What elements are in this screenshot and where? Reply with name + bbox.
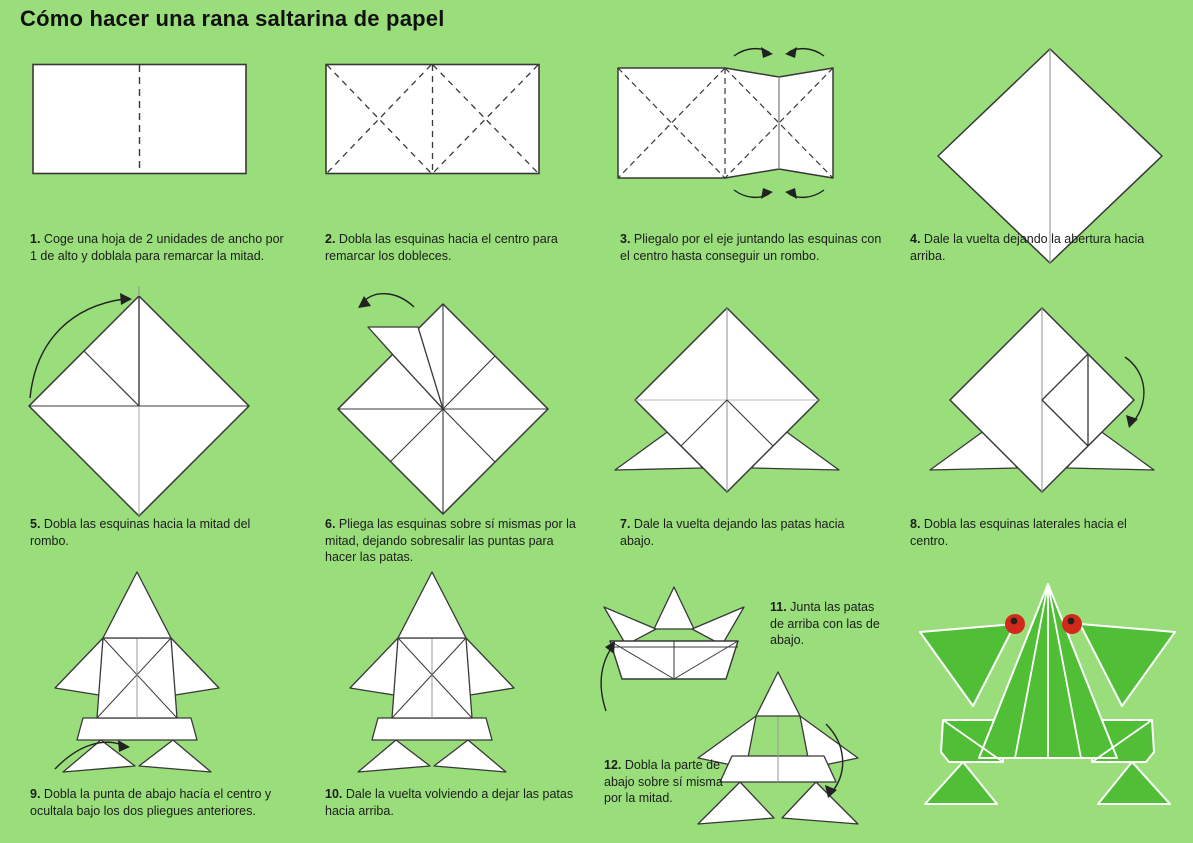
page-title: Cómo hacer una rana saltarina de papel bbox=[20, 6, 445, 31]
step-3-text: Pliegalo por el eje juntando las esquinas con el centro hasta conseguir un rombo. bbox=[620, 232, 882, 263]
step-7-text: Dale la vuelta dejando las patas hacia abajo. bbox=[620, 517, 845, 548]
step-4-caption bbox=[910, 231, 1168, 264]
step-10-caption bbox=[325, 786, 577, 819]
head bbox=[398, 572, 466, 638]
head bbox=[756, 672, 800, 716]
step-2-number: 2. bbox=[325, 232, 336, 246]
step-9-caption bbox=[30, 786, 298, 819]
frog-right-arm bbox=[1080, 624, 1175, 706]
step-7-caption bbox=[620, 516, 878, 549]
right-arm bbox=[169, 638, 219, 696]
step-2-diagram bbox=[325, 63, 540, 175]
right-wing bbox=[692, 607, 744, 645]
step-1-caption bbox=[30, 231, 288, 264]
finished-frog-figure bbox=[915, 580, 1190, 835]
step-12-number: 12. bbox=[604, 758, 622, 772]
step-5-text: Dobla las esquinas hacia la mitad del rombo. bbox=[30, 517, 251, 548]
step-9-text: Dobla la punta de abajo hacía el centro y ocultala bajo los dos pliegues anteriores. bbox=[30, 787, 272, 818]
step-8-diagram bbox=[922, 300, 1172, 505]
step-3-caption bbox=[620, 231, 882, 264]
step-5-diagram bbox=[16, 286, 261, 521]
step-9-diagram bbox=[25, 566, 250, 786]
step-10-number: 10. bbox=[325, 787, 343, 801]
right-leg bbox=[782, 782, 858, 824]
left-wing bbox=[604, 607, 656, 645]
frog-left-foot bbox=[925, 762, 997, 804]
fold-arrowhead bbox=[120, 293, 132, 305]
frog-left-pupil bbox=[1011, 618, 1018, 625]
step-2-text: Dobla las esquinas hacia el centro para remarcar los dobleces. bbox=[325, 232, 558, 263]
step-4-number: 4. bbox=[910, 232, 921, 246]
right-foot bbox=[434, 740, 506, 772]
hip-band bbox=[77, 718, 197, 740]
step-9-number: 9. bbox=[30, 787, 41, 801]
step-8-caption bbox=[910, 516, 1168, 549]
head bbox=[654, 587, 694, 629]
step-1-number: 1. bbox=[30, 232, 41, 246]
step-6-diagram bbox=[318, 287, 558, 517]
step-6-number: 6. bbox=[325, 517, 336, 531]
left-foot bbox=[358, 740, 430, 772]
hip-band bbox=[372, 718, 492, 740]
frog-right-pupil bbox=[1068, 618, 1075, 625]
step-12-text: Dobla la parte de abajo sobre sí misma por la mitad. bbox=[604, 758, 723, 805]
right-arm bbox=[464, 638, 514, 696]
step-10-text: Dale la vuelta volviendo a dejar las patas hacia arriba. bbox=[325, 787, 574, 818]
step-6-text: Pliega las esquinas sobre sí mismas por la mitad, dejando sobresalir las puntas para hacer las patas. bbox=[325, 517, 576, 564]
step-1-text: Coge una hoja de 2 unidades de ancho por 1 de alto y doblala para remarcar la mitad. bbox=[30, 232, 284, 263]
right-foot bbox=[139, 740, 211, 772]
step-8-number: 8. bbox=[910, 517, 921, 531]
step-3-diagram bbox=[608, 40, 848, 200]
step-2-caption bbox=[325, 231, 577, 264]
step-10-diagram bbox=[320, 566, 545, 786]
step-8-text: Dobla las esquinas laterales hacia el centro. bbox=[910, 517, 1127, 548]
step-7-number: 7. bbox=[620, 517, 631, 531]
step-11-text: Junta las patas de arriba con las de abajo. bbox=[770, 600, 880, 647]
step-6-caption bbox=[325, 516, 587, 566]
head bbox=[103, 572, 171, 638]
step-11-number: 11. bbox=[770, 600, 787, 614]
step-7-diagram bbox=[607, 300, 847, 505]
step-12-caption bbox=[604, 757, 734, 807]
step-5-caption bbox=[30, 516, 288, 549]
frog-right-foot bbox=[1098, 762, 1170, 804]
step-11-caption bbox=[770, 599, 888, 649]
fold-arrow-icon bbox=[601, 647, 612, 711]
left-arm bbox=[350, 638, 400, 696]
frog-left-arm bbox=[920, 624, 1015, 706]
left-arm bbox=[55, 638, 105, 696]
fold-arrowhead bbox=[118, 740, 130, 752]
fold-arrow-icon bbox=[1125, 357, 1144, 422]
step-1-diagram bbox=[32, 63, 247, 175]
step-3-number: 3. bbox=[620, 232, 631, 246]
step-12-diagram bbox=[688, 666, 893, 836]
step-4-text: Dale la vuelta dejando la abertura hacia arriba. bbox=[910, 232, 1145, 263]
step-5-number: 5. bbox=[30, 517, 41, 531]
